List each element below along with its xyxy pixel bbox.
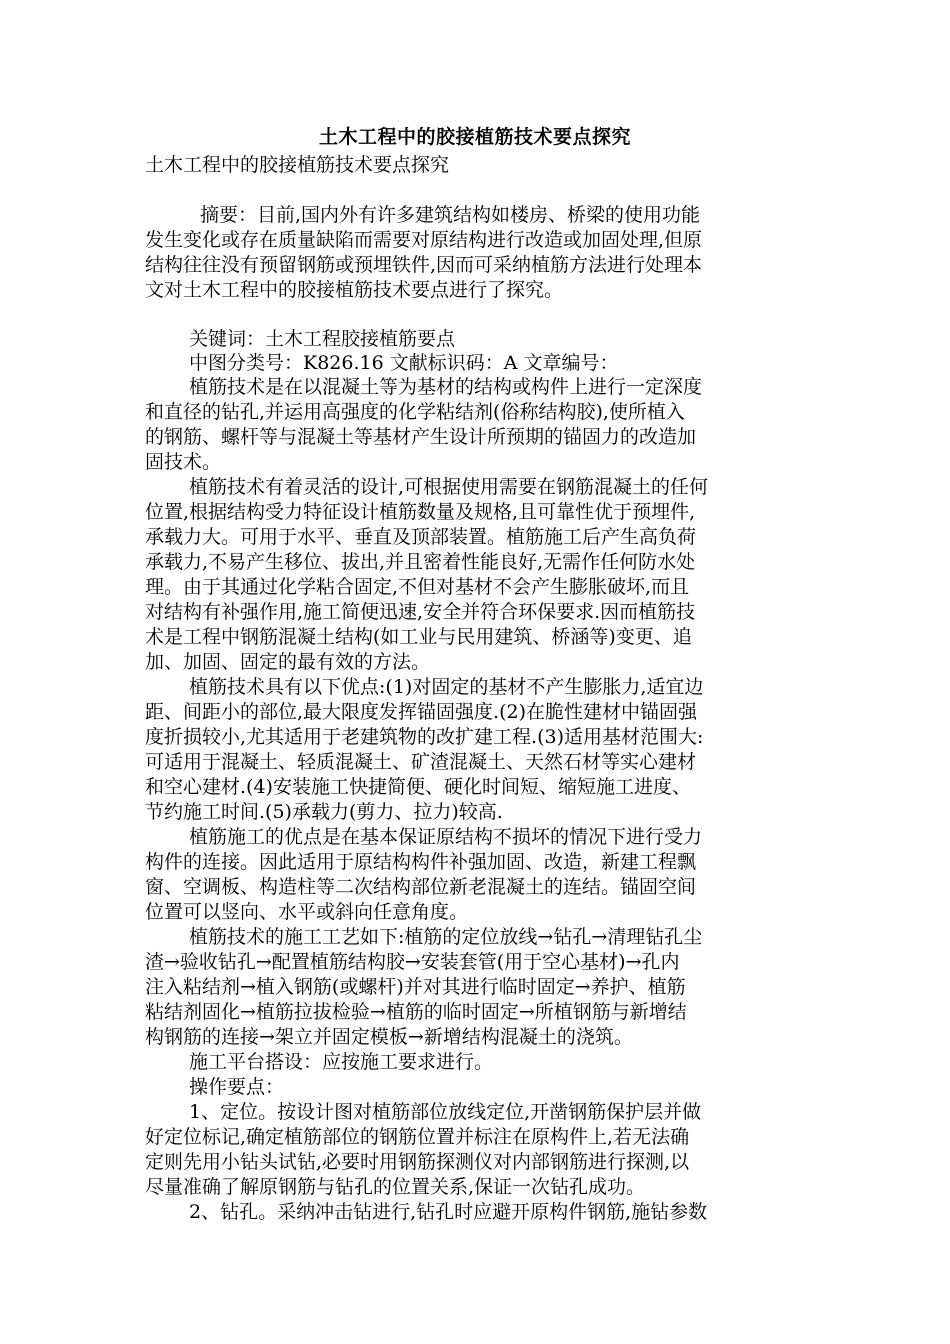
body-text-line: 粘结剂固化→植筋拉拔检验→植筋的临时固定→所植钢筋与新增结 xyxy=(145,1001,687,1023)
body-text-line: 文对土木工程中的胶接植筋技术要点进行了探究。 xyxy=(145,279,564,301)
body-text-line: 术是工程中钢筋混凝土结构(如工业与民用建筑、桥涵等)变更、追 xyxy=(145,626,692,648)
body-text-line: 摘要：目前,国内外有许多建筑结构如楼房、桥梁的使用功能 xyxy=(200,204,701,226)
body-text-line: 植筋施工的优点是在基本保证原结构不损坏的情况下进行受力 xyxy=(189,826,703,848)
body-text-line: 承载力大。可用于水平、垂直及顶部装置。植筋施工后产生高负荷 xyxy=(145,526,697,548)
body-text-line: 2、钻孔。采纳冲击钻进行,钻孔时应避开原构件钢筋,施钻参数 xyxy=(189,1201,708,1223)
body-text-line: 注入粘结剂→植入钢筋(或螺杆)并对其进行临时固定→养护、植筋 xyxy=(145,976,686,998)
body-text-line: 结构往往没有预留钢筋或预埋铁件,因而可采纳植筋方法进行处理本 xyxy=(145,254,703,276)
body-text-line: 可适用于混凝土、轻质混凝土、矿渣混凝土、天然石材等实心建材 xyxy=(145,751,697,773)
body-text-line: 理。由于其通过化学粘合固定,不但对基材不会产生膨胀破坏,而且 xyxy=(145,576,690,598)
body-text-line: 构钢筋的连接→架立并固定模板→新增结构混凝土的浇筑。 xyxy=(145,1026,633,1048)
body-text-line: 距、间距小的部位,最大限度发挥锚固强度.(2)在脆性建材中锚固强 xyxy=(145,701,697,723)
body-text-line: 操作要点： xyxy=(189,1076,285,1098)
body-text-line: 植筋技术有着灵活的设计,可根据使用需要在钢筋混凝土的任何 xyxy=(189,476,709,498)
body-text-line: 植筋技术是在以混凝土等为基材的结构或构件上进行一定深度 xyxy=(189,376,703,398)
document-subtitle: 土木工程中的胶接植筋技术要点探究 xyxy=(145,154,450,176)
body-text-line: 承载力,不易产生移位、拔出,并且密着性能良好,无需作任何防水处 xyxy=(145,551,696,573)
body-text-line: 中图分类号：K826.16 文献标识码：A 文章编号： xyxy=(189,352,619,374)
body-text-line: 关键词：土木工程胶接植筋要点 xyxy=(189,328,456,350)
body-text-line: 好定位标记,确定植筋部位的钢筋位置并标注在原构件上,若无法确 xyxy=(145,1126,690,1148)
body-text-line: 施工平台搭设：应按施工要求进行。 xyxy=(189,1051,494,1073)
body-text-line: 和空心建材.(4)安装施工快捷简便、硬化时间短、缩短施工进度、 xyxy=(145,776,691,798)
body-text-line: 位置,根据结构受力特征设计植筋数量及规格,且可靠性优于预埋件, xyxy=(145,501,696,523)
body-text-line: 定则先用小钻头试钻,必要时用钢筋探测仪对内部钢筋进行探测,以 xyxy=(145,1151,690,1173)
document-title: 土木工程中的胶接植筋技术要点探究 xyxy=(318,126,631,148)
body-text-line: 渣→验收钻孔→配置植筋结构胶→安装套管(用于空心基材)→孔内 xyxy=(145,951,680,973)
body-text-line: 度折损较小,尤其适用于老建筑物的改扩建工程.(3)适用基材范围大: xyxy=(145,726,704,748)
body-text-line: 植筋技术的施工工艺如下:植筋的定位放线→钻孔→清理钻孔尘 xyxy=(189,926,703,948)
body-text-line: 植筋技术具有以下优点:(1)对固定的基材不产生膨胀力,适宜边 xyxy=(189,676,704,698)
body-text-line: 加、加固、固定的最有效的方法。 xyxy=(145,651,431,673)
body-text-line: 对结构有补强作用,施工简便迅速,安全并符合环保要求.因而植筋技 xyxy=(145,601,696,623)
body-text-line: 的钢筋、螺杆等与混凝土等基材产生设计所预期的锚固力的改造加 xyxy=(145,426,697,448)
body-text-line: 1、定位。按设计图对植筋部位放线定位,开凿钢筋保护层并做 xyxy=(189,1101,702,1123)
body-text-line: 发生变化或存在质量缺陷而需要对原结构进行改造或加固处理,但原 xyxy=(145,229,703,251)
body-text-line: 节约施工时间.(5)承载力(剪力、拉力)较高. xyxy=(145,801,503,823)
body-text-line: 和直径的钻孔,并运用高强度的化学粘结剂(俗称结构胶),使所植入 xyxy=(145,401,685,423)
body-text-line: 位置可以竖向、水平或斜向任意角度。 xyxy=(145,901,469,923)
body-text-line: 固技术。 xyxy=(145,451,222,473)
body-text-line: 尽量准确了解原钢筋与钻孔的位置关系,保证一次钻孔成功。 xyxy=(145,1176,646,1198)
body-text-line: 构件的连接。因此适用于原结构构件补强加固、改造，新建工程飘 xyxy=(145,851,697,873)
body-text-line: 窗、空调板、构造柱等二次结构部位新老混凝土的连结。锚固空间 xyxy=(145,876,697,898)
